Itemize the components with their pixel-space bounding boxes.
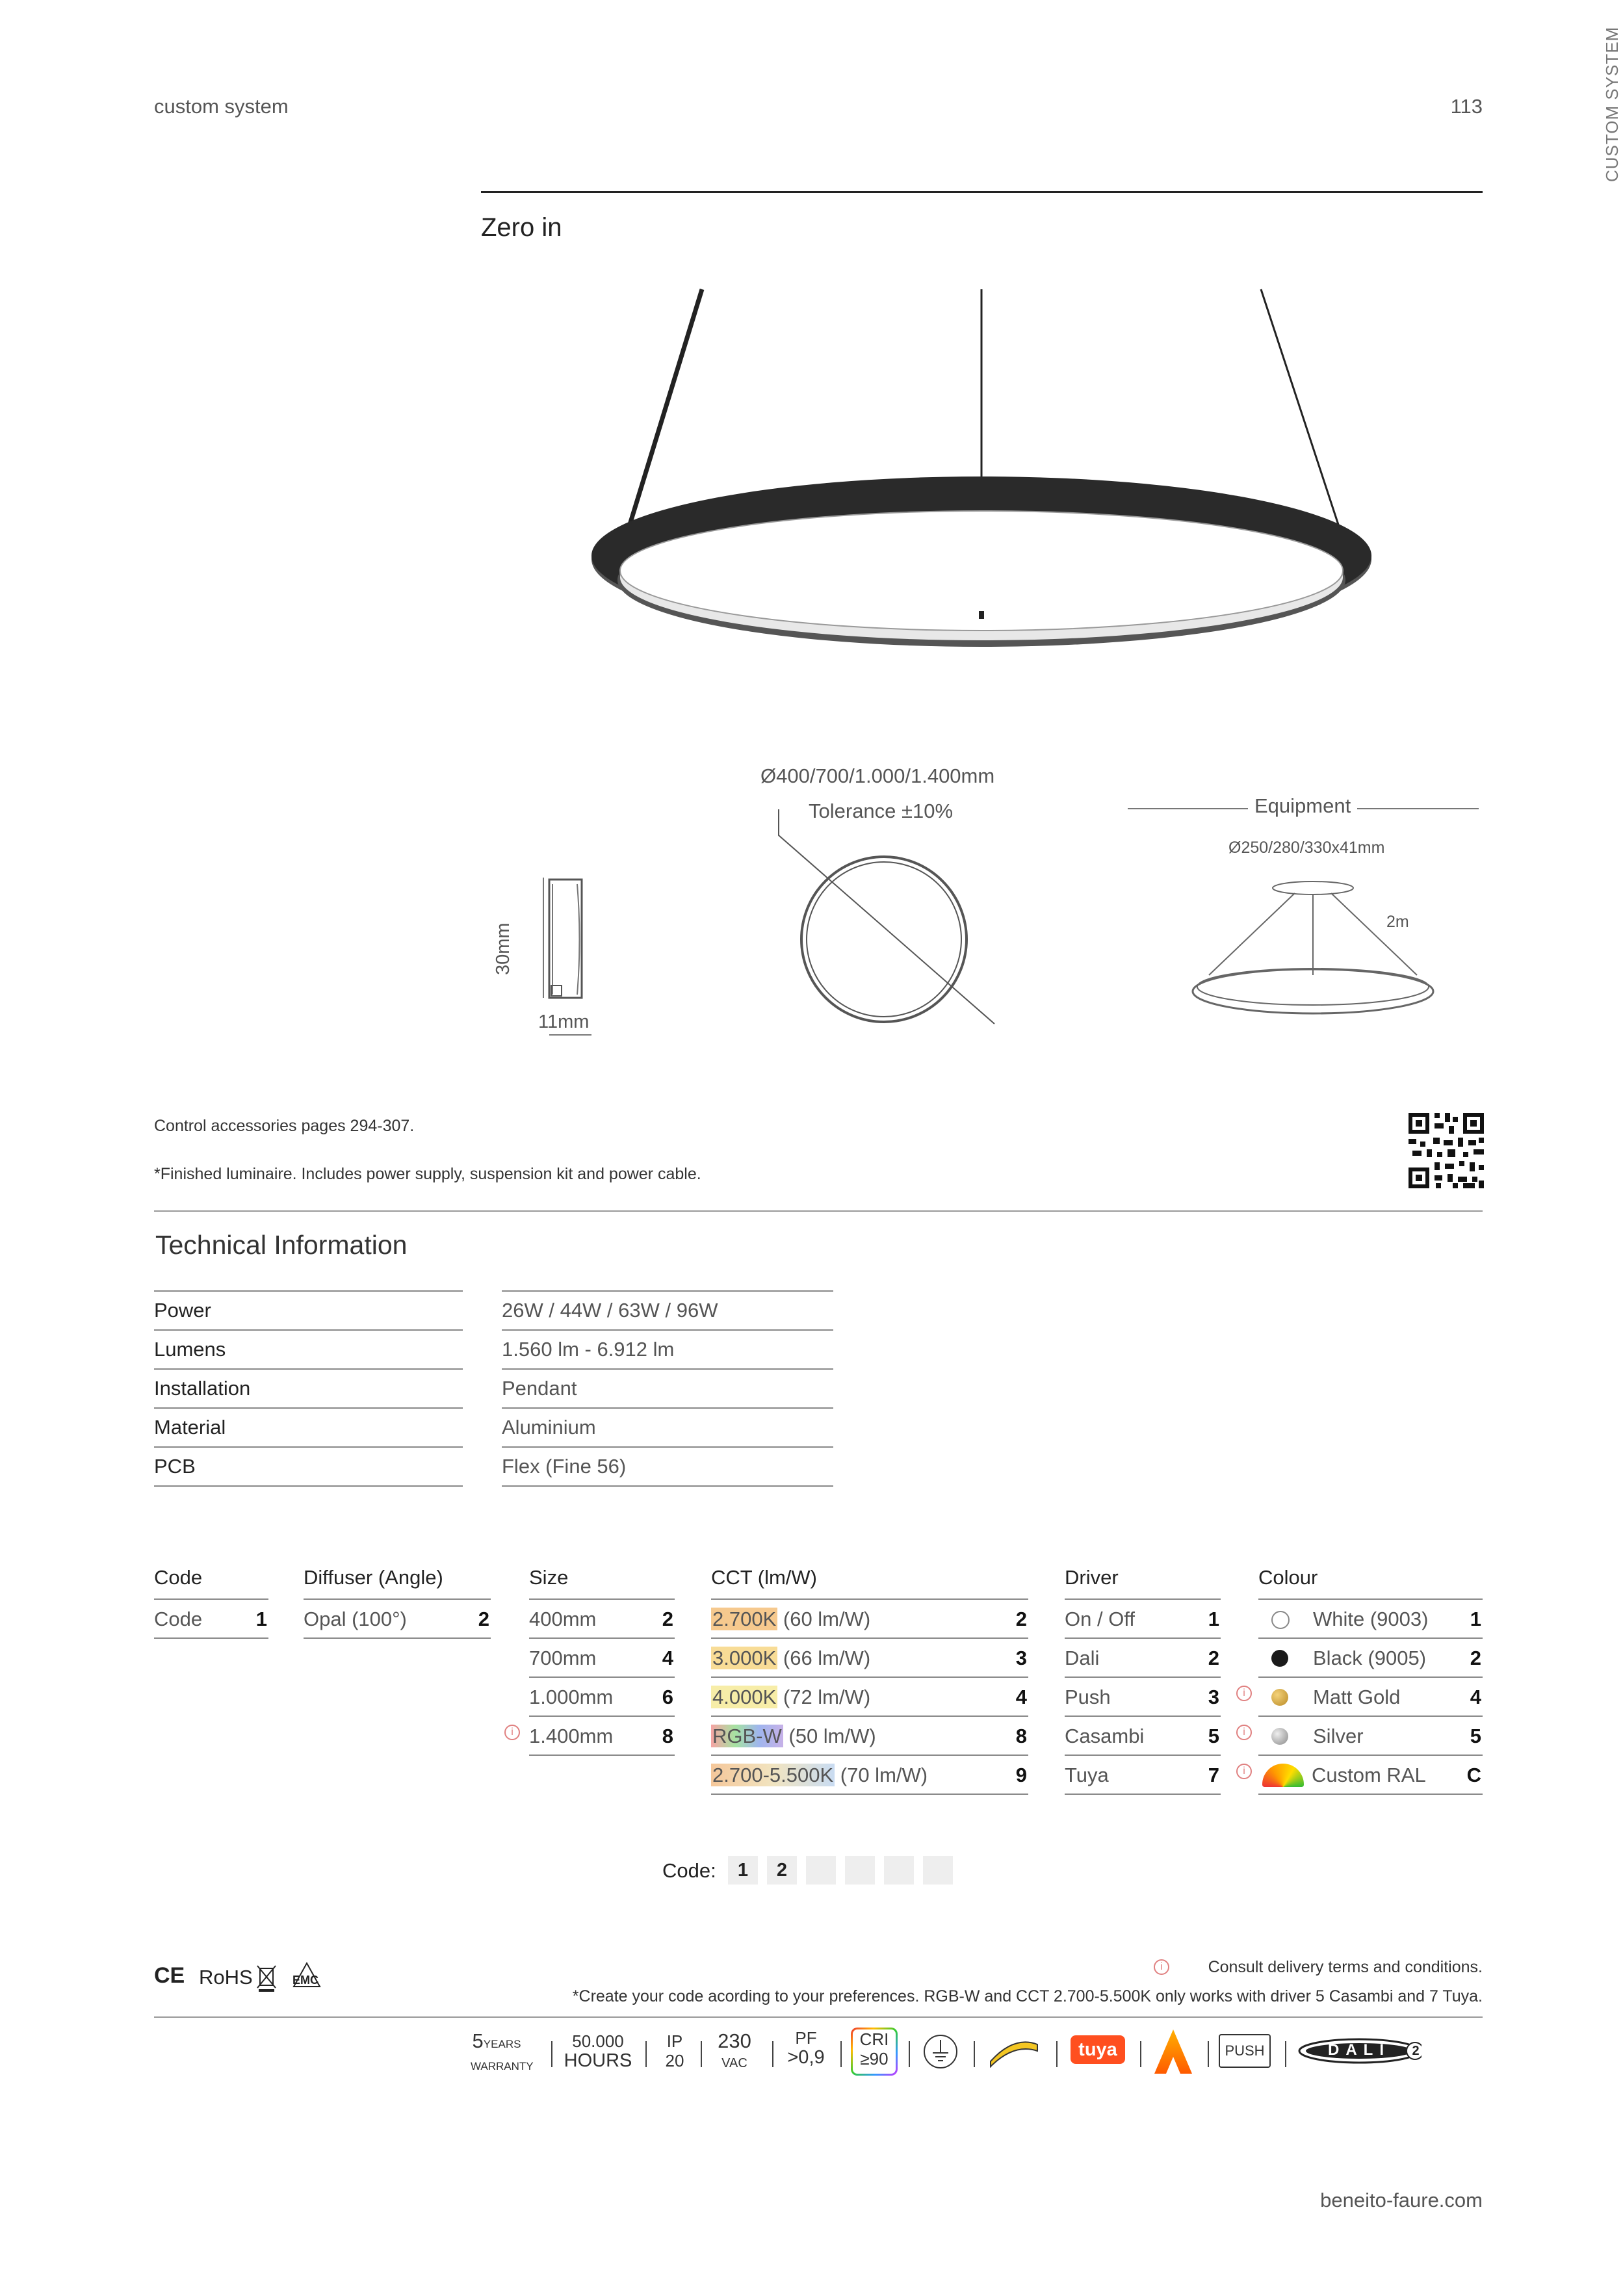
gold-swatch-icon <box>1271 1689 1288 1706</box>
tech-row: PCB Flex (Fine 56) <box>154 1447 833 1486</box>
code-column: Code Code 1 <box>154 1562 268 1639</box>
code-builder-label: Code: <box>662 1859 716 1882</box>
footer-rule <box>154 2016 1483 2018</box>
consult-note: Consult delivery terms and conditions. <box>1208 1958 1483 1976</box>
ring-diagram <box>767 803 1001 1037</box>
rohs-mark: RoHS <box>199 1966 253 1989</box>
code-option: Code 1 <box>154 1600 268 1639</box>
profile-height-label: 30mm <box>493 922 513 975</box>
ral-fan-icon <box>1262 1764 1304 1787</box>
warranty-badge: 5YEARS WARRANTY <box>471 2029 534 2072</box>
code-box[interactable]: 1 <box>728 1856 758 1885</box>
ce-mark-icon: CE <box>154 1963 185 1988</box>
header-section-name: custom system <box>154 95 289 118</box>
diameter-label: Ø400/700/1.000/1.400mm <box>760 764 995 787</box>
size-option: 1.000mm 6 <box>529 1678 675 1717</box>
cct-highlight: 3.000K <box>712 1647 777 1669</box>
tech-row: Power 26W / 44W / 63W / 96W <box>154 1291 833 1330</box>
size-option: 400mm 2 <box>529 1600 675 1639</box>
create-note: *Create your code acording to your preferences. RGB-W and CCT 2.700-5.500K only works with driver 5 Casambi and 7 Tuya. <box>572 1987 1483 2005</box>
colour-option: Matt Gold 4 <box>1258 1678 1483 1717</box>
emc-icon: EMC <box>289 1959 325 1989</box>
size-option: 700mm 4 <box>529 1639 675 1678</box>
product-image <box>572 280 1378 670</box>
technical-table <box>154 1290 833 1487</box>
cct-highlight: 2.700-5.500K <box>712 1764 834 1786</box>
tech-row: Installation Pendant <box>154 1369 833 1408</box>
tech-row: Material Aluminium <box>154 1408 833 1447</box>
cct-option: RGB-W (50 lm/W) 8 <box>711 1717 1028 1756</box>
side-tab-label: CUSTOM SYSTEM <box>1602 26 1622 182</box>
driver-option: Dali 2 <box>1065 1639 1221 1678</box>
driver-option: Tuya 7 <box>1065 1756 1221 1795</box>
silver-swatch-icon <box>1271 1728 1288 1745</box>
weee-icon <box>255 1961 278 1993</box>
ip-badge: IP 20 <box>665 2031 684 2070</box>
product-title: Zero in <box>481 213 562 242</box>
hours-badge: 50.000 HOURS <box>564 2031 632 2071</box>
tech-row: Lumens 1.560 lm - 6.912 lm <box>154 1330 833 1369</box>
finished-note: *Finished luminaire. Includes power supply, suspension kit and power cable. <box>154 1165 701 1183</box>
info-icon: i <box>1236 1725 1252 1740</box>
tuya-logo-icon: tuya <box>1071 2035 1125 2064</box>
white-swatch-icon <box>1271 1611 1290 1629</box>
flex-led-strip-icon <box>988 2035 1040 2068</box>
tolerance-label: Tolerance ±10% <box>809 800 954 822</box>
code-box[interactable] <box>884 1856 914 1885</box>
equipment-size: Ø250/280/330x41mm <box>1228 839 1385 857</box>
size-option: 1.400mm 8 <box>529 1717 675 1756</box>
cable-length: 2m <box>1386 913 1409 931</box>
code-box[interactable] <box>806 1856 836 1885</box>
cct-highlight: RGB-W <box>712 1725 782 1747</box>
cct-option: 2.700-5.500K (70 lm/W) 9 <box>711 1756 1028 1795</box>
push-badge: PUSH <box>1219 2034 1271 2068</box>
driver-option: On / Off 1 <box>1065 1600 1221 1639</box>
pf-badge: PF >0,9 <box>787 2028 825 2068</box>
title-rule <box>481 191 1483 193</box>
colour-column: Colour White (9003) 1 Black (9005) 2 Matt Gold 4 Silver 5 Custom RAL C <box>1258 1562 1483 1795</box>
casambi-logo-icon <box>1153 2028 1193 2075</box>
colour-option: White (9003) 1 <box>1258 1600 1483 1639</box>
page-number: 113 <box>1450 95 1483 118</box>
cct-highlight: 4.000K <box>712 1686 777 1708</box>
info-icon: i <box>504 1725 520 1740</box>
side-tab <box>1583 26 1622 182</box>
qr-code <box>1407 1112 1485 1190</box>
spec-icons-bar <box>468 2025 1482 2083</box>
cct-option: 2.700K (60 lm/W) 2 <box>711 1600 1028 1639</box>
profile-width-label: 11mm <box>538 1011 590 1032</box>
colour-option: Silver 5 <box>1258 1717 1483 1756</box>
code-box[interactable] <box>923 1856 953 1885</box>
driver-option: Push 3 <box>1065 1678 1221 1717</box>
cct-option: 4.000K (72 lm/W) 4 <box>711 1678 1028 1717</box>
info-icon: i <box>1154 1959 1169 1975</box>
colour-option: Black (9005) 2 <box>1258 1639 1483 1678</box>
cri-badge: CRI ≥90 <box>851 2028 898 2076</box>
ground-earth-icon <box>922 2033 959 2070</box>
code-box[interactable] <box>845 1856 875 1885</box>
colour-option: Custom RAL C <box>1258 1756 1483 1795</box>
diffuser-option: Opal (100°) 2 <box>304 1600 491 1639</box>
section-rule <box>154 1210 1483 1212</box>
cct-option: 3.000K (66 lm/W) 3 <box>711 1639 1028 1678</box>
equipment-diagram <box>1183 865 1443 1027</box>
technical-title: Technical Information <box>155 1230 408 1260</box>
equipment-label: Equipment <box>1248 794 1357 818</box>
info-icon: i <box>1236 1764 1252 1779</box>
black-swatch-icon <box>1271 1650 1288 1667</box>
website-link[interactable]: beneito-faure.com <box>1320 2189 1483 2211</box>
driver-option: Casambi 5 <box>1065 1717 1221 1756</box>
dali-logo-icon: DALI 2 <box>1298 2038 1422 2064</box>
code-box[interactable]: 2 <box>767 1856 797 1885</box>
voltage-badge: 230 VAC <box>718 2029 751 2070</box>
size-column: Size 400mm 2 700mm 4 1.000mm 6 1.400mm 8 <box>529 1562 675 1756</box>
cct-column: CCT (lm/W) 2.700K (60 lm/W) 2 3.000K (66 lm/W) 3 4.000K (72 lm/W) 4 RGB-W (50 lm/W) 8 2.700-5.500K (70 lm/W) 9 <box>711 1562 1028 1795</box>
cct-highlight: 2.700K <box>712 1608 777 1630</box>
accessories-note: Control accessories pages 294-307. <box>154 1117 415 1135</box>
driver-column: Driver On / Off 1 Dali 2 Push 3 Casambi 5 Tuya 7 <box>1065 1562 1221 1795</box>
info-icon: i <box>1236 1686 1252 1701</box>
diffuser-column: Diffuser (Angle) Opal (100°) 2 <box>304 1562 491 1639</box>
